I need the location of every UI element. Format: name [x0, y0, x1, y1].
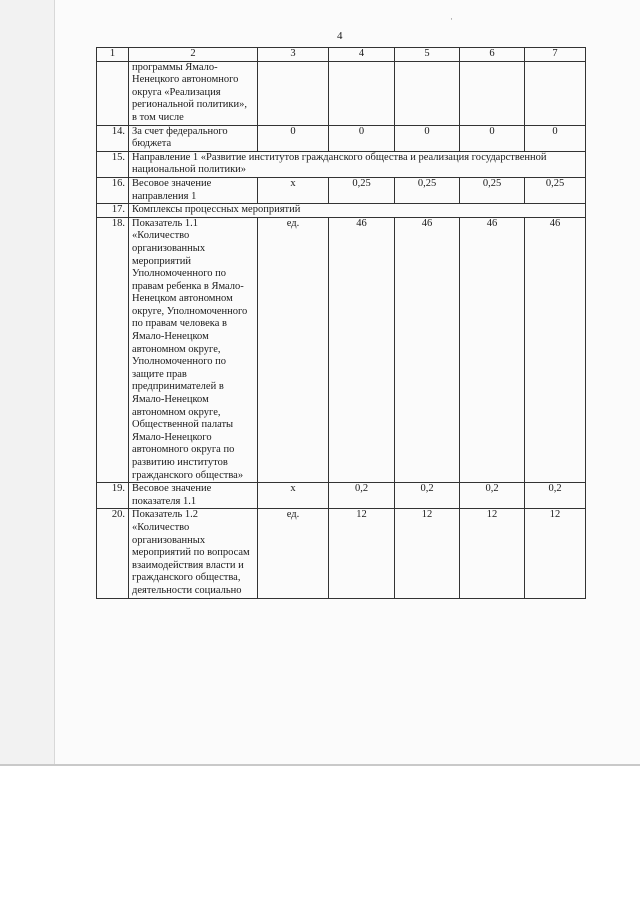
page-number: 4 [337, 30, 343, 42]
row-value-4: 0,2 [329, 483, 395, 509]
row-unit: ед. [258, 509, 329, 598]
row-name: Показатель 1.2 «Количество организованных мероприятий по вопросам взаимодействия власти и гражданского общества, деятельности социально [129, 509, 258, 598]
row-value-6: 0,25 [460, 177, 525, 203]
row-value-7: 12 [525, 509, 586, 598]
table-row [97, 217, 586, 482]
row-value-7: 0,25 [525, 177, 586, 203]
section-heading: Комплексы процессных мероприятий [129, 204, 586, 218]
table-row [97, 61, 586, 125]
column-number-7: 7 [525, 48, 586, 62]
row-unit [258, 61, 329, 125]
row-value-5: 0 [395, 125, 460, 151]
row-value-6 [460, 61, 525, 125]
table-row [97, 151, 586, 177]
section-heading: Направление 1 «Развитие институтов гражданского общества и реализация государственной национальной политики» [129, 151, 586, 177]
row-number: 14. [97, 125, 129, 151]
scan-edge [0, 764, 640, 766]
row-value-7 [525, 61, 586, 125]
row-value-4: 46 [329, 217, 395, 482]
row-name: программы Ямало-Ненецкого автономного округа «Реализация региональной политики», в том числе [129, 61, 258, 125]
row-value-7: 0 [525, 125, 586, 151]
table-row [97, 125, 586, 151]
column-number-1: 1 [97, 48, 129, 62]
row-number: 19. [97, 483, 129, 509]
column-number-4: 4 [329, 48, 395, 62]
row-value-7: 0,2 [525, 483, 586, 509]
table-header-row [97, 48, 586, 62]
row-value-4: 12 [329, 509, 395, 598]
row-value-6: 0,2 [460, 483, 525, 509]
indicators-table [96, 47, 586, 599]
row-number: 17. [97, 204, 129, 218]
row-value-5: 0,25 [395, 177, 460, 203]
row-value-5: 46 [395, 217, 460, 482]
row-value-6: 46 [460, 217, 525, 482]
row-value-6: 0 [460, 125, 525, 151]
row-number: 18. [97, 217, 129, 482]
row-value-6: 12 [460, 509, 525, 598]
row-number: 15. [97, 151, 129, 177]
row-unit: ед. [258, 217, 329, 482]
table-row [97, 177, 586, 203]
row-number [97, 61, 129, 125]
row-value-7: 46 [525, 217, 586, 482]
row-name: За счет федерального бюджета [129, 125, 258, 151]
row-value-4: 0 [329, 125, 395, 151]
row-value-5: 0,2 [395, 483, 460, 509]
table-row [97, 509, 586, 598]
column-number-6: 6 [460, 48, 525, 62]
row-unit: х [258, 483, 329, 509]
scan-speck: · [450, 14, 453, 24]
row-value-4 [329, 61, 395, 125]
row-number: 16. [97, 177, 129, 203]
row-number: 20. [97, 509, 129, 598]
column-number-5: 5 [395, 48, 460, 62]
row-name: Показатель 1.1 «Количество организованных мероприятий Уполномоченного по правам ребенка в Ямало-Ненецком автономном округе, Уполномоченного по правам человека в Ямало-Ненецком автономном округе, Уполномоченного по защите прав предпринимателей в Ямало-Ненецком автономном округе, Общественной палаты Ямало-Ненецкого автономного округа по развитию институтов гражданского общества» [129, 217, 258, 482]
row-unit: 0 [258, 125, 329, 151]
table-row [97, 204, 586, 218]
column-number-2: 2 [129, 48, 258, 62]
row-value-5 [395, 61, 460, 125]
table-row [97, 483, 586, 509]
row-name: Весовое значение показателя 1.1 [129, 483, 258, 509]
row-unit: х [258, 177, 329, 203]
row-value-5: 12 [395, 509, 460, 598]
column-number-3: 3 [258, 48, 329, 62]
row-value-4: 0,25 [329, 177, 395, 203]
row-name: Весовое значение направления 1 [129, 177, 258, 203]
